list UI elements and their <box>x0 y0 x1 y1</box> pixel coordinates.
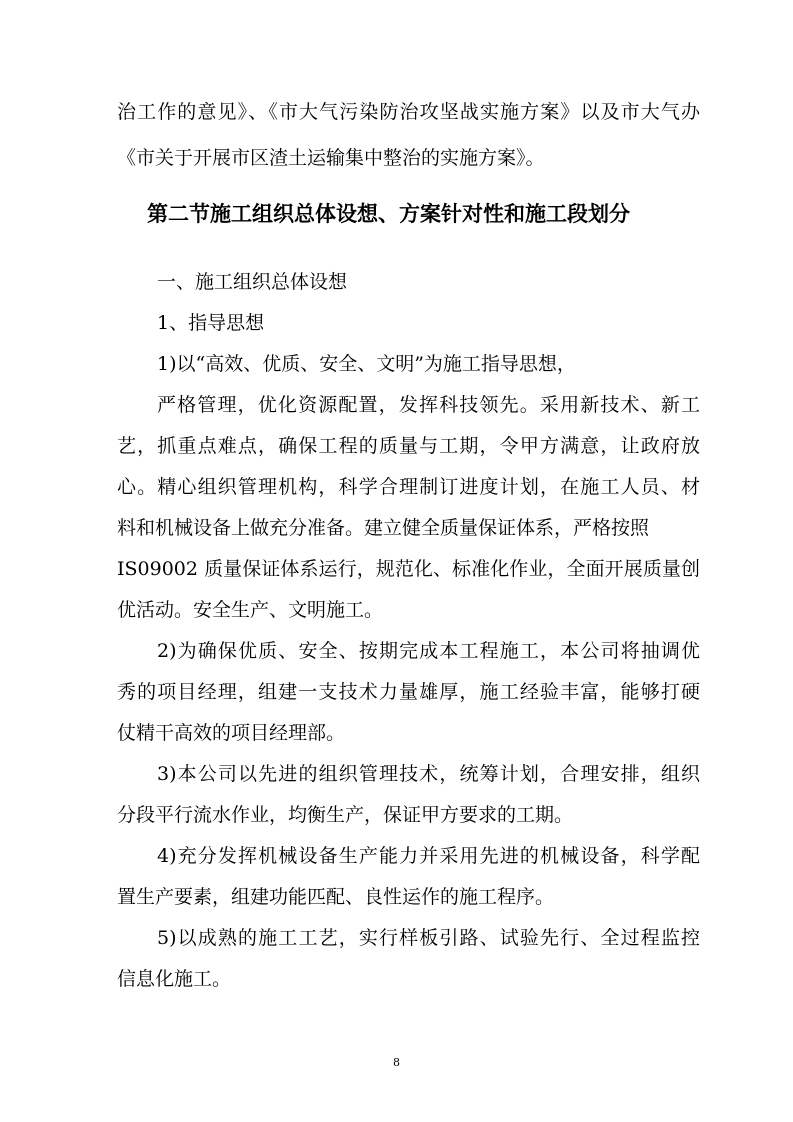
paragraph-line: 仗精干高效的项目经理部。 <box>117 722 346 744</box>
section-heading: 第二节施工组织总体设想、方案针对性和施工段划分 <box>147 201 630 226</box>
subheading: 一、施工组织总体设想 <box>157 271 348 293</box>
intro-line: 《市关于开展市区渣土运输集中整治的实施方案》。 <box>117 147 545 169</box>
paragraph-line: 2)为确保优质、安全、按期完成本工程施工，本公司将抽调优 <box>157 640 700 662</box>
paragraph-line: 优活动。安全生产、文明施工。 <box>117 599 384 621</box>
paragraph-line: 艺，抓重点难点，确保工程的质量与工期，令甲方满意，让政府放 <box>117 435 700 457</box>
paragraph-line: 1)以“高效、优质、安全、文明”为施工指导思想， <box>157 353 576 375</box>
paragraph-line: 分段平行流水作业，均衡生产，保证甲方要求的工期。 <box>117 804 574 826</box>
page-number: 8 <box>393 1056 400 1069</box>
paragraph-line: 心。精心组织管理机构，科学合理制订进度计划，在施工人员、材 <box>117 476 700 498</box>
paragraph-line: 秀的项目经理，组建一支技术力量雄厚，施工经验丰富，能够打硬 <box>117 681 700 703</box>
intro-line: 治工作的意见》、《市大气污染防治攻坚战实施方案》以及市大气办 <box>117 101 700 123</box>
paragraph-line: 置生产要素，组建功能匹配、良性运作的施工程序。 <box>117 886 555 908</box>
paragraph-line: 严格管理，优化资源配置，发挥科技领先。采用新技术、新工 <box>157 394 700 416</box>
subheading: 1、指导思想 <box>157 312 265 334</box>
paragraph-line: 信息化施工。 <box>117 968 232 990</box>
paragraph-line: 4)充分发挥机械设备生产能力并采用先进的机械设备，科学配 <box>157 845 700 867</box>
paragraph-line: IS09002 质量保证体系运行，规范化、标准化作业，全面开展质量创 <box>117 558 700 580</box>
paragraph-line: 料和机械设备上做充分准备。建立健全质量保证体系，严格按照 <box>117 517 650 539</box>
paragraph-line: 5)以成熟的施工工艺，实行样板引路、试验先行、全过程监控 <box>157 927 700 949</box>
paragraph-line: 3)本公司以先进的组织管理技术，统筹计划，合理安排，组织 <box>157 763 700 785</box>
